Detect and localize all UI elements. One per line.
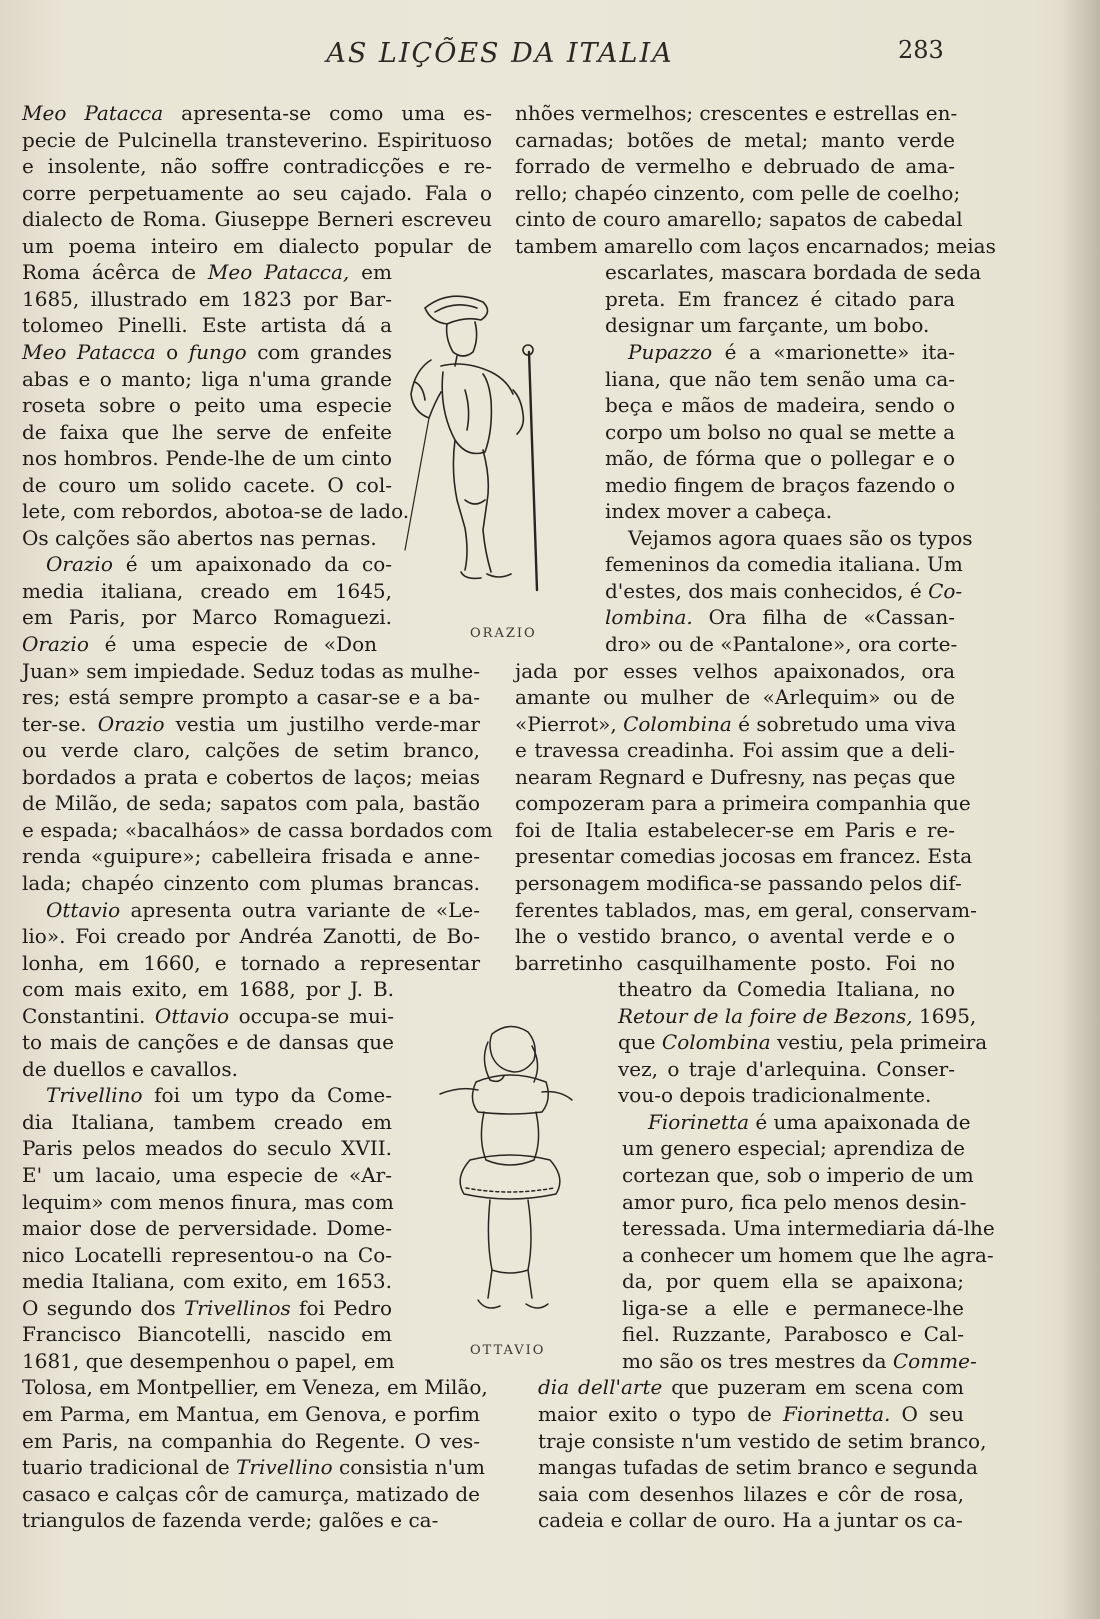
left-column-line: renda «guipure»; cabelleira frisada e anne- (22, 844, 480, 869)
right-column-line: da, por quem ella se apaixona; (622, 1269, 964, 1294)
right-column-line: lombina. Ora filha de «Cassan- (605, 605, 955, 630)
right-column-line: designar um farçante, um bobo. (605, 313, 930, 338)
left-column-line: roseta sobre o peito uma especie (22, 393, 392, 418)
left-column-line: Constantini. Ottavio occupa-se mui- (22, 1003, 394, 1028)
left-column-line: ter-se. Orazio vestia um justilho verde-mar (22, 711, 480, 736)
right-column-line: medio fingem de braços fazendo o (605, 472, 955, 497)
right-column-line: foi de Italia estabelecer-se em Paris e re- (515, 817, 955, 842)
right-column-line: traje consiste n'um vestido de setim branco, (538, 1428, 987, 1453)
left-column-line: lio». Foi creado por Andréa Zanotti, de Bo- (22, 924, 480, 949)
right-column-line: corpo um bolso no qual se mette a (605, 419, 955, 444)
left-column-line: ou verde claro, calções de setim branco, (22, 738, 480, 763)
right-column-line: escarlates, mascara bordada de seda (605, 260, 982, 285)
left-column-line: Juan» sem impiedade. Seduz todas as mulhe- (22, 658, 480, 683)
right-column-line: d'estes, dos mais conhecidos, é Co- (605, 578, 963, 603)
left-column-line: Tolosa, em Montpellier, em Veneza, em Milão, (22, 1375, 488, 1400)
left-column-line: lonha, em 1660, e tornado a representar (22, 950, 480, 975)
left-column-line: media Italiana, com exito, em 1653. (22, 1269, 392, 1294)
right-column-line: saia com desenhos lilazes e côr de rosa, (538, 1481, 964, 1506)
left-column-line: e espada; «bacalháos» de cassa bordados com (22, 817, 493, 842)
right-column-line: nearam Regnard e Dufresny, nas peças que (515, 764, 956, 789)
right-column-line: preta. Em francez é citado para (605, 286, 955, 311)
left-column-line: nos hombros. Pende-lhe de um cinto (22, 446, 392, 471)
left-column-line: Orazio é uma especie de «Don (22, 632, 377, 656)
left-column-line: dia Italiana, tambem creado em (22, 1109, 392, 1134)
right-column-line: femeninos da comedia italiana. Um (605, 552, 963, 577)
right-column-line: que Colombina vestiu, pela primeira (618, 1030, 988, 1055)
right-column-line: forrado de vermelho e debruado de ama- (515, 154, 955, 179)
right-column-line: e travessa creadinha. Foi assim que a deli- (515, 738, 955, 763)
ottavio-caption: OTTAVIO (470, 1343, 546, 1358)
orazio-figure-illustration (395, 290, 575, 620)
orazio-caption: ORAZIO (470, 626, 537, 641)
right-column-line: cadeia e collar de ouro. Ha a juntar os ca- (538, 1508, 963, 1533)
left-column-line: em Paris, na companhia do Regente. O ves- (22, 1428, 480, 1453)
right-column-line: a conhecer um homem que lhe agra- (622, 1242, 994, 1267)
right-column-line: um genero especial; aprendiza de (622, 1136, 965, 1161)
left-column-line: tuario tradicional de Trivellino consistia n'um (22, 1455, 486, 1480)
right-column-line: personagem modifica-se passando pelos dif- (515, 870, 962, 895)
right-column-line: maior exito o typo de Fiorinetta. O seu (538, 1401, 965, 1426)
right-column-line: presentar comedias jocosas em francez. Esta (515, 844, 973, 869)
left-column-line: com mais exito, em 1688, por J. B. (22, 977, 394, 1002)
right-column-line: nhões vermelhos; crescentes e estrellas en- (515, 101, 958, 125)
left-column-line: Trivellino foi um typo da Come- (46, 1083, 392, 1108)
right-column-line: carnadas; botões de metal; manto verde (515, 127, 955, 152)
left-column-line: de couro um solido cacete. O col- (22, 472, 392, 497)
ottavio-figure-illustration (430, 1020, 590, 1330)
left-column-line: casaco e calças côr de camurça, matizado de (22, 1481, 480, 1506)
right-column-line: vou-o depois tradicionalmente. (618, 1083, 932, 1108)
right-column-line: rello; chapéo cinzento, com pelle de coelho; (515, 180, 961, 205)
left-column-line: de faixa que lhe serve de enfeite (22, 419, 392, 444)
left-column-line: E' um lacaio, uma especie de «Ar- (22, 1163, 392, 1187)
right-column-line: jada por esses velhos apaixonados, ora (515, 658, 955, 683)
left-column-line: res; está sempre prompto a casar-se e a ba- (22, 685, 480, 710)
right-column-line: vez, o traje d'arlequina. Conser- (618, 1056, 955, 1081)
right-column-line: Vejamos agora quaes são os typos (628, 525, 973, 550)
page-number: 283 (898, 36, 944, 64)
left-column-line: to mais de canções e de dansas que (22, 1030, 394, 1055)
right-column-line: amor puro, fica pelo menos desin- (622, 1189, 967, 1214)
left-column-line: pecie de Pulcinella transteverino. Espirituoso (22, 127, 492, 152)
right-column-line: «Pierrot», Colombina é sobretudo uma viva (515, 711, 957, 736)
right-column-line: dia dell'arte que puzeram em scena com (538, 1375, 964, 1400)
right-column-line: mangas tufadas de setim branco e segunda (538, 1455, 978, 1480)
right-column-line: barretinho casquilhamente posto. Foi no (515, 950, 955, 975)
left-column-line: Os calções são abertos nas pernas. (22, 525, 377, 550)
left-column-line: tolomeo Pinelli. Este artista dá a (22, 313, 392, 338)
right-column-line: teressada. Uma intermediaria dá-lhe (622, 1216, 995, 1241)
left-column-line: Orazio é um apaixonado da co- (46, 552, 392, 577)
right-column-line: Retour de la foire de Bezons, 1695, (618, 1003, 977, 1028)
right-column-line: ferentes tablados, mas, em geral, conservam- (515, 897, 977, 922)
left-column-line: O segundo dos Trivellinos foi Pedro (22, 1295, 392, 1320)
right-column-line: tambem amarello com laços encarnados; meias (515, 233, 996, 258)
left-column-line: abas e o manto; liga n'uma grande (22, 366, 392, 391)
right-column-line: liga-se a elle e permanece-lhe (622, 1295, 964, 1320)
left-column-line: lada; chapéo cinzento com plumas brancas. (22, 870, 480, 895)
right-column-line: amante ou mulher de «Arlequim» ou de (515, 685, 955, 710)
left-column-line: corre perpetuamente ao seu cajado. Fala o (22, 180, 492, 205)
left-column-line: um poema inteiro em dialecto popular de (22, 233, 492, 258)
left-column-line: em Parma, em Mantua, em Genova, e porfim (22, 1401, 480, 1426)
left-column-line: lete, com rebordos, abotoa-se de lado. (22, 499, 410, 524)
running-header-title: AS LIÇÕES DA ITALIA (326, 38, 674, 69)
right-column-line: lhe o vestido branco, o avental verde e o (515, 924, 955, 949)
right-column-line: mo são os tres mestres da Comme- (622, 1348, 977, 1373)
left-column-line: media italiana, creado em 1645, (22, 578, 392, 603)
left-column-line: 1681, que desempenhou o papel, em (22, 1348, 395, 1373)
left-column-line: nico Locatelli representou-o na Co- (22, 1242, 392, 1267)
right-column-line: compozeram para a primeira companhia que (515, 791, 971, 816)
left-column-line: dialecto de Roma. Giuseppe Berneri escreveu (22, 207, 492, 232)
left-column-line: e insolente, não soffre contradicções e re- (22, 154, 492, 179)
left-column-line: de duellos e cavallos. (22, 1056, 238, 1081)
left-column-line: Meo Patacca o fungo com grandes (22, 339, 393, 364)
right-column-line: Fiorinetta é uma apaixonada de (648, 1109, 971, 1134)
left-column-line: triangulos de fazenda verde; galões e ca- (22, 1508, 439, 1533)
left-column-line: Meo Patacca apresenta-se como uma es- (22, 101, 492, 125)
right-column-line: dro» ou de «Pantalone», ora corte- (605, 632, 958, 656)
right-column-line: Pupazzo é a «marionette» ita- (628, 339, 955, 364)
right-column-line: beça e mãos de madeira, sendo o (605, 393, 955, 418)
right-column-line: liana, que não tem senão uma ca- (605, 366, 955, 391)
right-column-line: cinto de couro amarello; sapatos de cabedal (515, 207, 963, 232)
left-column-line: de Milão, de seda; sapatos com pala, bastão (22, 791, 480, 816)
right-column-line: index mover a cabeça. (605, 499, 833, 524)
left-column-line: bordados a prata e cobertos de laços; meias (22, 764, 480, 789)
left-column-line: Paris pelos meados do seculo XVII. (22, 1136, 392, 1161)
left-column-line: lequim» com menos finura, mas com (22, 1189, 394, 1214)
right-column-line: cortezan que, sob o imperio de um (622, 1163, 974, 1187)
left-column-line: Francisco Biancotelli, nascido em (22, 1322, 392, 1347)
right-column-line: mão, de fórma que o pollegar e o (605, 446, 955, 471)
left-column-line: maior dose de perversidade. Dome- (22, 1216, 392, 1241)
left-column-line: 1685, illustrado em 1823 por Bar- (22, 286, 392, 311)
left-column-line: Roma ácêrca de Meo Patacca, em (22, 260, 392, 285)
right-column-line: fiel. Ruzzante, Parabosco e Cal- (622, 1322, 964, 1347)
right-column-line: theatro da Comedia Italiana, no (618, 977, 955, 1002)
left-column-line: Ottavio apresenta outra variante de «Le- (46, 897, 480, 922)
page-edge-shadow (1062, 0, 1100, 1619)
left-column-line: em Paris, por Marco Romaguezi. (22, 605, 392, 630)
